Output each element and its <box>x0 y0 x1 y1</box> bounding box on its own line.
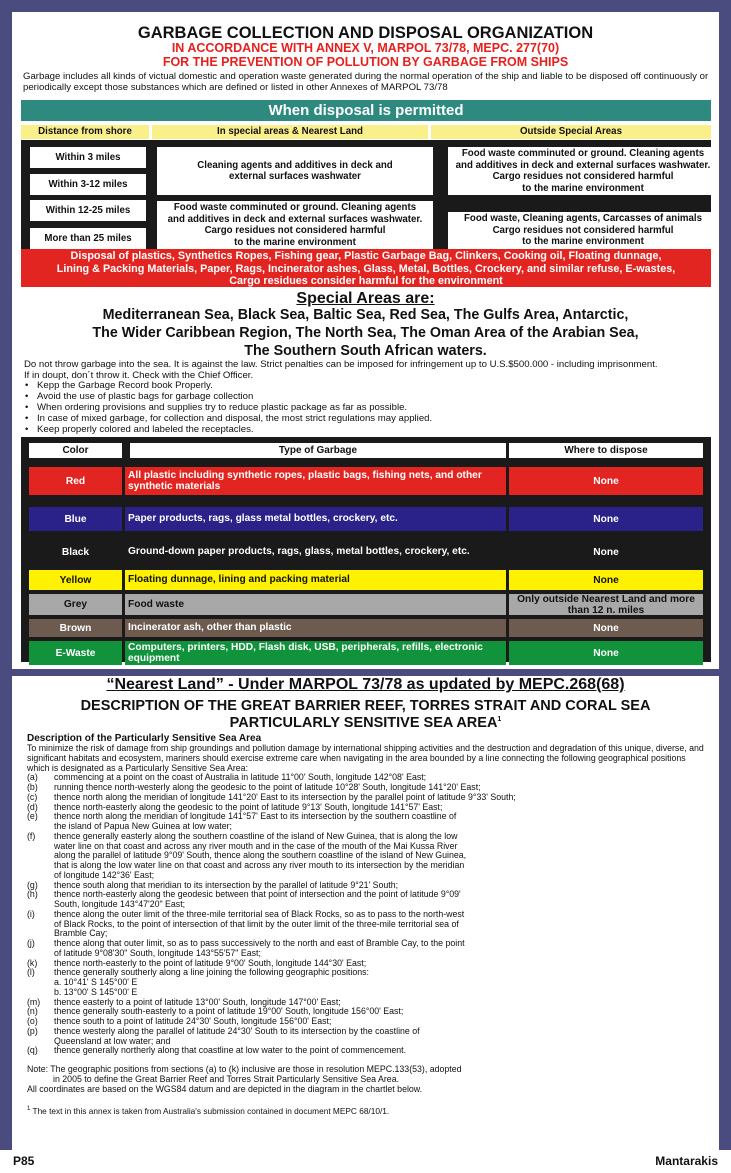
col-outside-header: Outside Special Areas <box>431 125 711 139</box>
point-text: South, longitude 143°47'20" East; <box>54 899 186 909</box>
point-text: of latitude 9°08'30" South, longitude 143°55'57" East; <box>54 947 261 958</box>
point-label: (c) <box>27 791 38 802</box>
distance-12-25: Within 12-25 miles <box>30 200 146 221</box>
row-where-dispose: None <box>509 467 703 495</box>
point-text: of longitude 142°36' East; <box>54 869 155 880</box>
note-line-3: All coordinates are based on the WGS84 datum and are depicted in the diagram in the chartlet below. <box>27 1083 423 1094</box>
point-label <box>27 842 54 852</box>
point-label: (i) <box>27 908 35 919</box>
subtitle-prevention: FOR THE PREVENTION OF POLLUTION BY GARBAGE FROM SHIPS <box>162 55 569 69</box>
row-garbage-type: Incinerator ash, other than plastic <box>125 619 506 637</box>
row-garbage-type: Paper products, rags, glass metal bottles, crockery, etc. <box>125 507 506 531</box>
point-label: (g) <box>27 879 38 890</box>
point-text: of Black Rocks, to the point of intersection of that limit by the outer limit of the three-mile territorial sea of <box>54 918 459 929</box>
point-label: (b) <box>27 782 38 792</box>
prohibited-banner: Disposal of plastics, Synthetics Ropes, Fishing gear, Plastic Garbage Bag, Clinkers, Cooking oil, Floating dunnage, Lining & Packing Materials, Paper, Rags, Incinerator ashes, Glass, Metal, Bottles, Crockery, and similar refuse, E-wastes, Cargo residues consider harmful for the environment <box>21 249 711 287</box>
point-label <box>27 978 54 988</box>
col-where-header: Where to dispose <box>509 443 703 458</box>
special-far-cell: Food waste comminuted or ground. Cleaning agents and additives in deck and external surfaces washwater. Cargo residues not considered harmful to the marine environment <box>157 201 433 249</box>
list-item: • Keep properly colored and labeled the receptacles. <box>24 424 714 435</box>
row-garbage-type: Floating dunnage, lining and packing material <box>125 570 506 590</box>
point-label: (m) <box>27 996 41 1007</box>
row-where-dispose: None <box>509 570 703 590</box>
point-label: (d) <box>27 801 38 812</box>
gbr-title-line-2: PARTICULARLY SENSITIVE SEA AREA$^1$ <box>229 715 502 731</box>
row-where-dispose: None <box>509 537 703 567</box>
point-text: thence south to a point of latitude 24°30' South, longitude 156°00' East; <box>54 1016 332 1026</box>
list-item <box>27 920 707 930</box>
point-text: thence generally south-easterly to a point of latitude 19°00' South, longitude 156°00' East; <box>54 1006 404 1017</box>
row-color-swatch: E-Waste <box>29 641 122 665</box>
outside-near-cell: Food waste comminuted or ground. Cleaning agents and additives in deck and external surfaces washwater. Cargo residues not considered harmful to the marine environment <box>448 147 718 195</box>
note-line-2: in 2005 to define the Great Barrier Reef and Torres Strait Particularly Sensitive Sea Area. <box>53 1073 400 1084</box>
row-where-dispose: None <box>509 507 703 531</box>
point-text: thence north-easterly along the geodesic to the point of latitude 9°13' South, longitude 141°57' East; <box>54 801 443 812</box>
point-text: thence generally northerly along that coastline at low water to the point of commencement. <box>54 1045 407 1056</box>
point-label: (l) <box>27 967 35 978</box>
row-color-swatch: Yellow <box>29 570 122 590</box>
distance-3-12: Within 3-12 miles <box>30 174 146 195</box>
list-item: • Kepp the Garbage Record book Properly. <box>24 380 714 391</box>
row-where-dispose: None <box>509 619 703 637</box>
gbr-title-line-1: DESCRIPTION OF THE GREAT BARRIER REEF, TORRES STRAIT AND CORAL SEA <box>80 698 651 714</box>
list-item <box>27 1046 707 1056</box>
row-garbage-type: Computers, printers, HDD, Flash disk, USB, peripherals, refills, electronic equipment <box>125 641 506 665</box>
point-label: (h) <box>27 889 38 900</box>
footnote: $^1$ The text in this annex is taken from Australia's submission contained in document MEPC 68/10/1. <box>27 1106 390 1117</box>
special-near-cell: Cleaning agents and additives in deck and external surfaces washwater <box>157 147 433 195</box>
point-text: thence generally southerly along a line joining the following geographic positions: <box>54 967 369 978</box>
row-garbage-type: Food waste <box>125 594 506 615</box>
warning-text: Do not throw garbage into the sea. It is against the law. Strict penalties can be imposed for infringement up to U.S.$500.000 - including imprisonment. If in doupt, don´t throw it. Check with the Chief Officer. <box>24 359 658 381</box>
special-areas-line-1: Mediterranean Sea, Black Sea, Baltic Sea, Red Sea, The Gulfs Area, Antarctic, <box>102 307 629 323</box>
section-divider <box>12 669 719 676</box>
garbage-color-table <box>21 437 711 662</box>
distance-within-3: Within 3 miles <box>30 147 146 168</box>
point-label: (j) <box>27 938 35 948</box>
row-where-dispose: None <box>509 641 703 665</box>
point-text: the island of Papua New Guinea at low water; <box>54 821 232 831</box>
footer <box>0 1150 731 1173</box>
page-number: P85 <box>13 1154 35 1168</box>
poster <box>12 12 719 1150</box>
pssa-intro: To minimize the risk of damage from ship groundings and pollution damage by international shipping activities and the destruction and degradation of this unique, diverse, and significant habitats and ecosystem, mariners should exercise extreme care when navigating in the area bounded by a line connecting the following geographical positions which is designated as a Particularly Sensitive Sea Area: <box>27 743 704 773</box>
point-text: along the parallel of latitude 9°09' South, thence along the southern coastline of the island of New Guinea, <box>54 850 467 861</box>
point-text: running thence north-westerly along the geodesic to the point of latitude 10°28' South, longitude 141°20' East; <box>54 782 481 792</box>
point-label: (f) <box>27 830 36 841</box>
point-text: thence along the outer limit of the three-mile territorial sea of Black Rocks, so as to pass to the north-west <box>54 908 465 919</box>
special-areas-line-3: The Southern South African waters. <box>244 343 487 359</box>
distance-over-25: More than 25 miles <box>30 228 146 249</box>
row-color-swatch: Black <box>29 537 122 567</box>
point-label: (o) <box>27 1016 38 1026</box>
row-garbage-type: Ground-down paper products, rags, glass, metal bottles, crockery, etc. <box>125 537 506 567</box>
disposal-heading: When disposal is permitted <box>21 100 711 121</box>
row-garbage-type: All plastic including synthetic ropes, plastic bags, fishing nets, and other synthetic materials <box>125 467 506 495</box>
point-text: thence south along that meridian to its intersection by the parallel of latitude 9°21' South; <box>54 879 399 890</box>
note-line-1: Note: The geographic positions from sections (a) to (k) inclusive are those in resolution MEPC.133(53), adopted <box>27 1064 462 1074</box>
point-text: thence north-easterly to the point of latitude 9°00' South, longitude 144°30' East; <box>54 957 367 968</box>
point-text: Queensland at low water; and <box>54 1035 171 1046</box>
page-title: GARBAGE COLLECTION AND DISPOSAL ORGANIZATION <box>137 24 594 42</box>
pssa-points <box>27 773 707 1056</box>
point-label: (p) <box>27 1025 38 1036</box>
row-where-dispose: Only outside Nearest Land and more than 12 n. miles <box>509 594 703 615</box>
special-areas-heading: Special Areas are: <box>296 290 435 307</box>
subtitle-annex: IN ACCORDANCE WITH ANNEX V, MARPOL 73/78, MEPC. 277(70) <box>171 41 560 55</box>
point-text: thence easterly to a point of latitude 13°00' South, longitude 147°00' East; <box>54 996 341 1007</box>
point-text: b. 13°00' S 145°00' E <box>54 986 138 997</box>
pssa-heading: Description of the Particularly Sensitive Sea Area <box>27 733 262 744</box>
col-type-header: Type of Garbage <box>130 443 506 458</box>
point-text: commencing at a point on the coast of Australia in latitude 11°00' South, longitude 142°08' East; <box>54 772 427 783</box>
point-label: (q) <box>27 1045 38 1056</box>
point-text: Bramble Cay; <box>54 928 108 939</box>
point-label: (a) <box>27 772 38 783</box>
list-item: • In case of mixed garbage, for collection and disposal, the most strict regulations may applied. <box>24 413 714 424</box>
point-text: thence north along the meridian of longitude 141°20' East to its intersection by the parallel point of latitude 9°33' South; <box>54 791 516 802</box>
col-distance-header: Distance from shore <box>21 125 149 139</box>
point-label: (e) <box>27 811 38 822</box>
point-text: thence generally easterly along the southern coastline of the island of New Guinea, that is along the low <box>54 830 458 841</box>
point-label: (k) <box>27 957 38 968</box>
pssa-description <box>27 744 707 1117</box>
special-areas-line-2: The Wider Caribbean Region, The North Sea, The Oman Area of the Arabian Sea, <box>92 325 639 341</box>
brand-name: Mantarakis <box>655 1154 718 1168</box>
point-text: thence north-easterly along the geodesic between that point of intersection and the point of latitude 9°09' <box>54 889 461 900</box>
intro-text: Garbage includes all kinds of victual domestic and operation waste generated during the normal operation of the ship and liable to be disposed off continuously or periodically except those substances which are defined or listed in other Annexes of MARPOL 73/78 <box>23 71 709 93</box>
col-special-header: In special areas & Nearest Land <box>152 125 428 139</box>
point-text: water line on that coast and across any river mouth and in the case of the mouth of the Mai Kussa River <box>54 840 458 851</box>
point-label <box>27 861 54 871</box>
outside-far-cell: Food waste, Cleaning agents, Carcasses of animals Cargo residues not considered harmful to the marine environment <box>448 212 718 249</box>
point-text: thence along that outer limit, so as to pass successively to the north and east of Bramble Cay, to the point <box>54 938 465 948</box>
point-label <box>27 851 54 861</box>
point-text: thence north along the meridian of longitude 141°57' East to its intersection by the southern coastline of <box>54 811 457 822</box>
row-color-swatch: Red <box>29 467 122 495</box>
tips-list <box>24 380 714 439</box>
disposal-table <box>21 140 711 249</box>
row-color-swatch: Brown <box>29 619 122 637</box>
list-item: • Avoid the use of plastic bags for garbage collection <box>24 391 714 402</box>
point-text: thence westerly along the parallel of latitude 24°30' South to its intersection by the coastline of <box>54 1025 420 1036</box>
nearest-land-heading: “Nearest Land” - Under MARPOL 73/78 as updated by MEPC.268(68) <box>106 676 625 693</box>
row-color-swatch: Grey <box>29 594 122 615</box>
point-text: that is along the low water line on that coast and across any river mouth to its intersection by the meridian <box>54 860 465 870</box>
point-text: a. 10°41' S 145°00' E <box>54 977 138 987</box>
point-label: (n) <box>27 1006 38 1017</box>
col-color-header: Color <box>29 443 122 458</box>
point-label <box>27 920 54 930</box>
list-item: • When ordering provisions and supplies try to reduce plastic package as far as possible. <box>24 402 714 413</box>
row-color-swatch: Blue <box>29 507 122 531</box>
